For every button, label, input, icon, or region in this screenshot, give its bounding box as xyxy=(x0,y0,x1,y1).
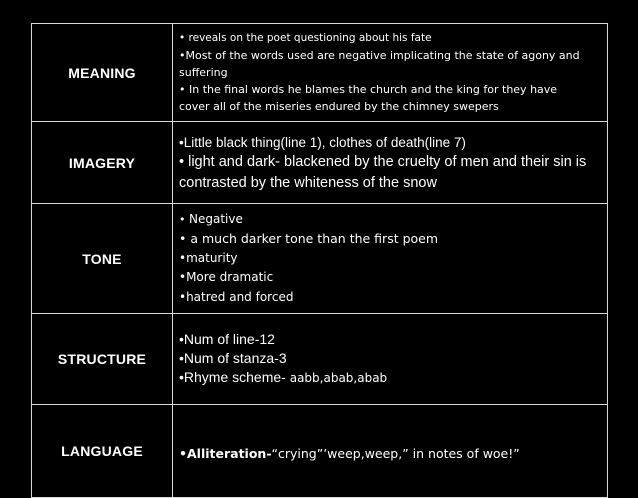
structure-line xyxy=(179,368,601,388)
imagery-content xyxy=(173,122,608,204)
imagery-line: •Little black thing(line 1), clothes of death(line 7) xyxy=(179,135,466,150)
tone-label: TONE xyxy=(32,204,173,314)
table-row-imagery xyxy=(32,122,608,204)
tone-line: • a much darker tone than the first poem xyxy=(179,231,439,247)
meaning-line: • reveals on the poet questioning about his fate xyxy=(179,32,432,44)
tone-line: •maturity xyxy=(179,250,238,265)
structure-label: STRUCTURE xyxy=(32,314,173,405)
structure-line: •Num of stanza-3 xyxy=(179,350,287,366)
imagery-line: • light and dark- blackened by the cruelty of men and their sin is contrasted by the whiteness of the snow xyxy=(179,154,587,191)
meaning-label: MEANING xyxy=(32,24,173,122)
alliteration-term: •Alliteration- xyxy=(179,446,272,461)
structure-content xyxy=(173,314,608,405)
tone-line: •hatred and forced xyxy=(179,289,294,304)
tone-first-text: Negative xyxy=(189,211,243,226)
table-row-structure xyxy=(32,314,608,405)
rhyme-scheme-prefix: •Rhyme scheme- xyxy=(179,369,290,385)
meaning-line: •Most of the words used are negative implicating the state of agony and xyxy=(179,49,580,62)
table-row-tone xyxy=(32,204,608,314)
structure-line: •Num of line-12 xyxy=(179,331,275,347)
table-row-meaning xyxy=(32,24,608,122)
meaning-line: cover all of the miseries endured by the chimney swepers xyxy=(179,100,499,113)
language-content xyxy=(173,405,608,498)
poem-analysis-table xyxy=(31,23,608,498)
tone-bullet: • xyxy=(179,212,189,226)
rhyme-scheme-value: aabb,abab,abab xyxy=(289,371,388,385)
meaning-content xyxy=(173,24,608,122)
meaning-line: suffering xyxy=(179,66,228,79)
language-line xyxy=(179,445,601,463)
tone-content xyxy=(173,204,608,314)
language-label: LANGUAGE xyxy=(32,405,173,498)
table-row-language xyxy=(32,405,608,498)
imagery-label: IMAGERY xyxy=(32,122,173,204)
alliteration-text: “crying”’weep,weep,” in notes of woe!” xyxy=(271,446,520,461)
tone-line xyxy=(179,210,601,230)
meaning-line: • In the final words he blames the church and the king for they have xyxy=(179,83,558,96)
tone-line: •More dramatic xyxy=(179,270,274,285)
